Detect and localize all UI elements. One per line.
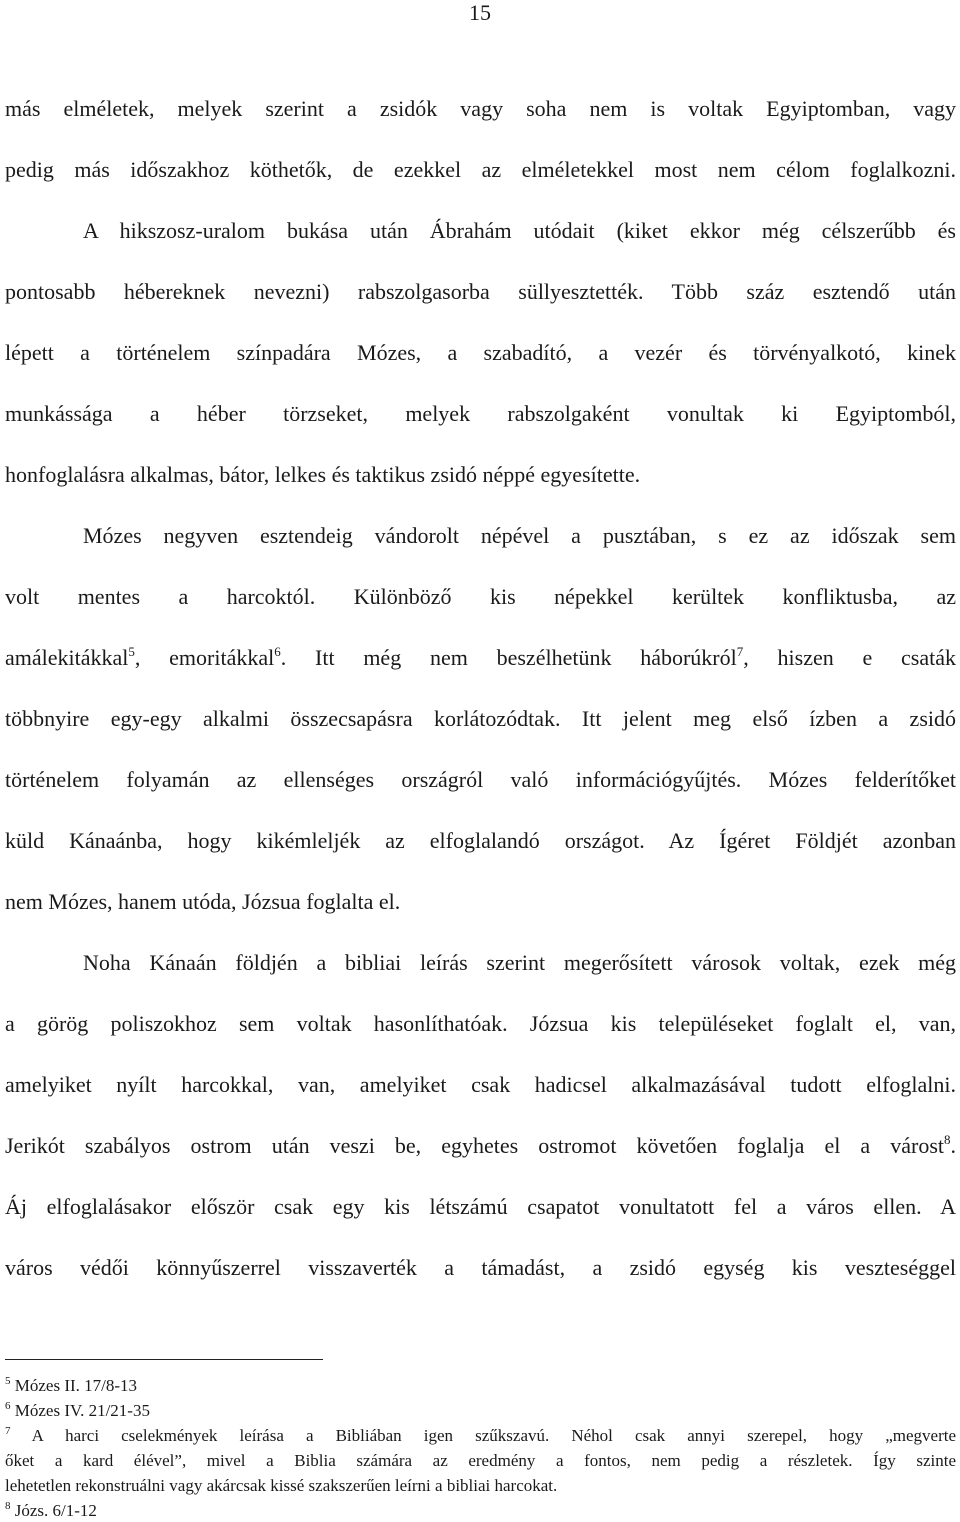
text-line: nem Mózes, hanem utóda, Józsua foglalta el.: [5, 889, 401, 914]
text-line: Mózes negyven esztendeig vándorolt népével a pusztában, s ez az időszak sem: [83, 523, 956, 548]
text-line: más elméletek, melyek szerint a zsidók vagy soha nem is voltak Egyiptomban, vagy: [5, 96, 956, 121]
footnote-number: 6: [5, 1400, 11, 1412]
footnote-number: 8: [5, 1500, 11, 1512]
text-line: lépett a történelem színpadára Mózes, a szabadító, a vezér és törvényalkotó, kinek: [5, 340, 956, 365]
footnote-continuation: őket a kard élével”, mivel a Biblia számára az eredmény a fontos, nem pedig a részletek. Így szinte: [5, 1451, 956, 1470]
text-line: többnyire egy-egy alkalmi összecsapásra korlátozódtak. Itt jelent meg első ízben a zsidó: [5, 706, 956, 731]
text-line: amelyiket nyílt harcokkal, van, amelyiket csak hadicsel alkalmazásával tudott elfoglalni.: [5, 1072, 956, 1097]
footnote-continuation: lehetetlen rekonstruálni vagy akárcsak kissé szakszerűen leírni a bibliai harcokat.: [5, 1476, 558, 1495]
text-line: honfoglalásra alkalmas, bátor, lelkes és taktikus zsidó néppé egyesítette.: [5, 462, 641, 487]
footnote-number: 7: [5, 1425, 11, 1437]
footnote-ref[interactable]: 6: [274, 644, 281, 659]
text-line: Áj elfoglalásakor először csak egy kis létszámú csapatot vonultatott fel a város ellen. A: [5, 1194, 956, 1219]
text-line: küld Kánaánba, hogy kikémleljék az elfoglalandó országot. Az Ígéret Földjét azonban: [5, 828, 956, 853]
footnote-ref[interactable]: 7: [736, 644, 744, 659]
footnote-number: 5: [5, 1375, 11, 1387]
text-span: amálekitákkal: [5, 645, 129, 670]
footnote-text: Mózes IV. 21/21-35: [10, 1401, 150, 1420]
footnote: [5, 1425, 956, 1447]
text-span: Jerikót szabályos ostrom után veszi be, egyhetes ostromot követően foglalja el a várost: [5, 1133, 944, 1158]
text-span: , emoritákkal: [134, 645, 275, 670]
text-line: [5, 644, 956, 672]
text-line: A hikszosz-uralom bukása után Ábrahám utódait (kiket ekkor még célszerűbb és: [83, 218, 956, 243]
footnote-text: Józs. 6/1-12: [10, 1501, 97, 1520]
text-line: Noha Kánaán földjén a bibliai leírás szerint megerősített városok voltak, ezek még: [83, 950, 956, 975]
text-line: történelem folyamán az ellenséges országról való információgyűjtés. Mózes felderítőket: [5, 767, 956, 792]
text-line: pontosabb hébereknek nevezni) rabszolgasorba süllyesztették. Több száz esztendő után: [5, 279, 956, 304]
footnote-text: A harci cselekmények leírása a Bibliában igen szűkszavú. Néhol csak annyi szerepel, hogy „megverte: [10, 1426, 956, 1445]
footnote-divider: [5, 1359, 323, 1360]
footnote: [5, 1500, 956, 1522]
text-span: , hiszen e csaták: [743, 645, 956, 670]
footnote: [5, 1400, 956, 1422]
text-line: [5, 1132, 956, 1160]
text-line: munkássága a héber törzseket, melyek rabszolgaként vonultak ki Egyiptomból,: [5, 401, 956, 426]
footnote: [5, 1375, 956, 1397]
footnote-ref[interactable]: 5: [128, 644, 135, 659]
text-line: volt mentes a harcoktól. Különböző kis népekkel kerültek konfliktusba, az: [5, 584, 956, 609]
text-span: .: [950, 1133, 956, 1158]
text-line: város védői könnyűszerrel visszaverték a támadást, a zsidó egység kis veszteséggel: [5, 1255, 956, 1280]
page-number: 15: [469, 0, 491, 25]
footnote-text: Mózes II. 17/8-13: [10, 1376, 138, 1395]
text-line: a görög poliszokhoz sem voltak hasonlíthatóak. Józsua kis településeket foglalt el, van,: [5, 1011, 956, 1036]
footnote-ref[interactable]: 8: [944, 1132, 951, 1147]
text-line: pedig más időszakhoz köthetők, de ezekkel az elméletekkel most nem célom foglalkozni.: [5, 157, 956, 182]
text-span: . Itt még nem beszélhetünk háborúkról: [280, 645, 737, 670]
